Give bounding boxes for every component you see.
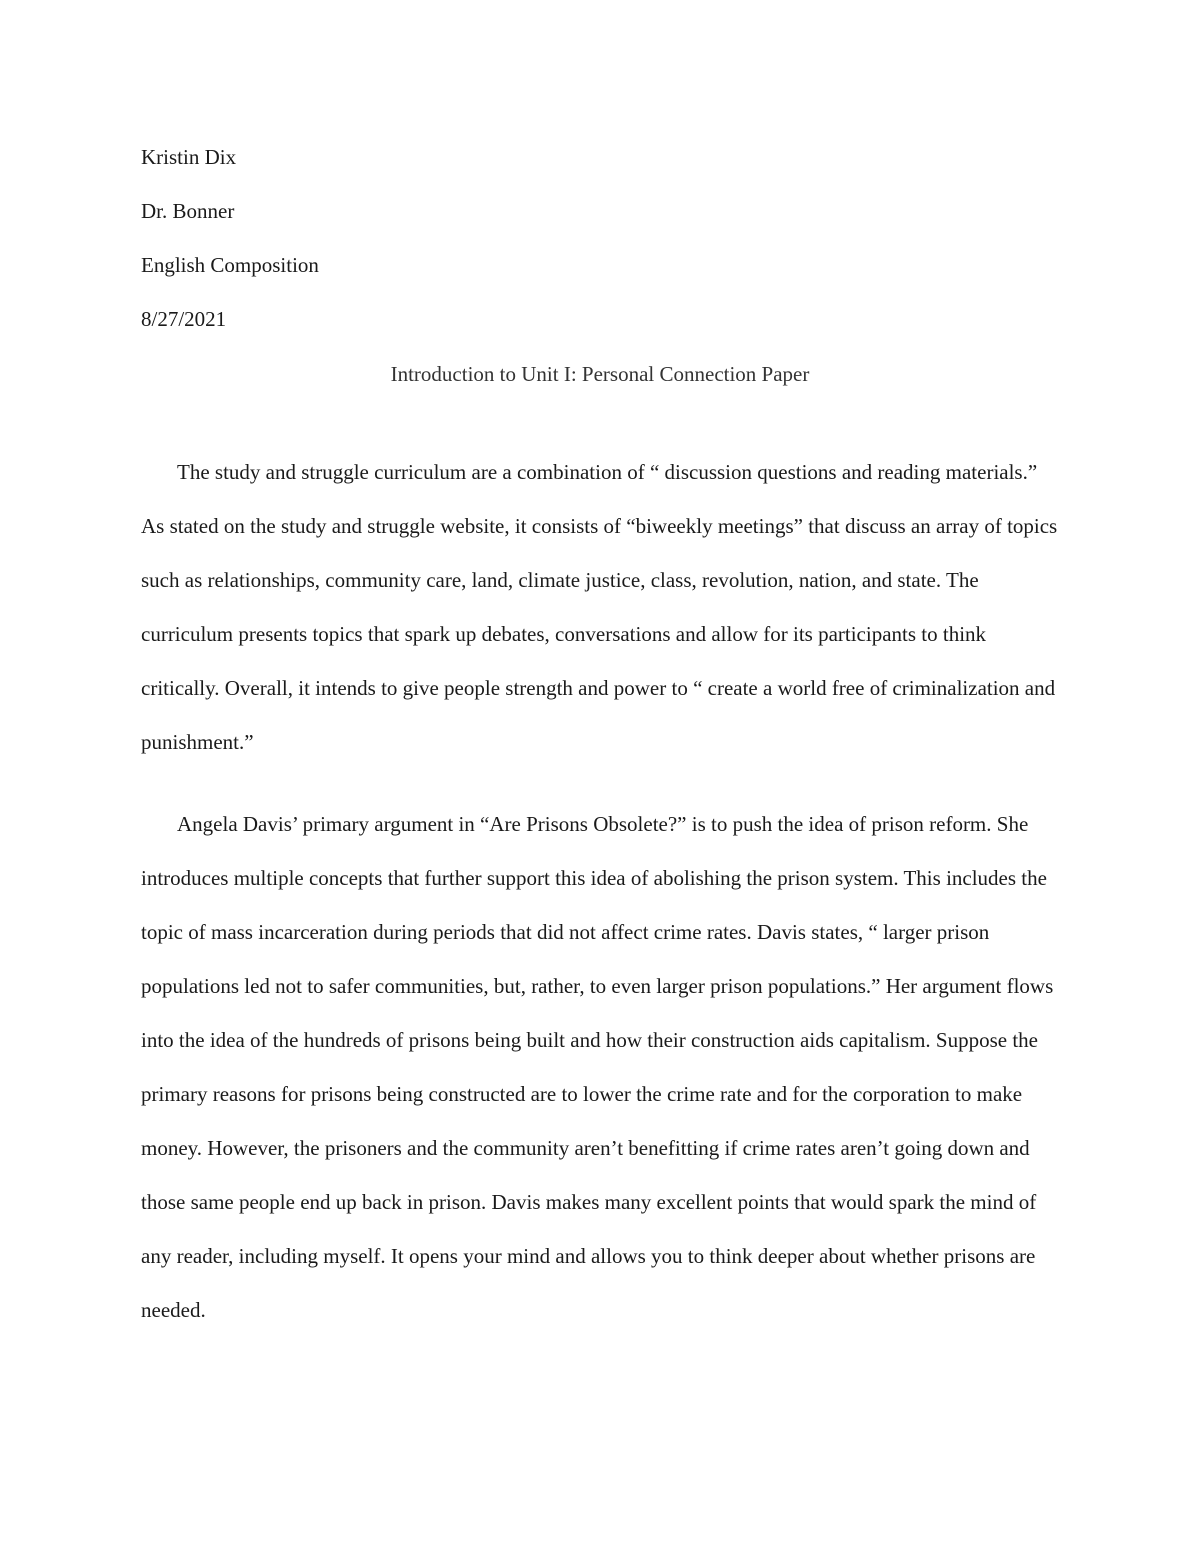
course-name: English Composition xyxy=(141,253,319,277)
paragraph-text: The study and struggle curriculum are a combination of “ discussion questions and reading materials.” As stated on the study and struggle website, it consists of “biweekly meetings” that discuss an array of topics such as relationships, community care, land, climate justice, class, revolution, nation, and state. The curriculum presents topics that spark up debates, conversations and allow for its participants to think critically. Overall, it intends to give people strength and power to “ create a world free of criminalization and punishment.” xyxy=(141,460,1058,754)
body-paragraph-1 xyxy=(141,445,1059,769)
paper-title: Introduction to Unit I: Personal Connection Paper xyxy=(390,362,810,386)
paper-date: 8/27/2021 xyxy=(141,307,227,331)
instructor-name: Dr. Bonner xyxy=(141,199,235,223)
paragraph-text: Angela Davis’ primary argument in “Are Prisons Obsolete?” is to push the idea of prison reform. She introduces multiple concepts that further support this idea of abolishing the prison system. This includes the topic of mass incarceration during periods that did not affect crime rates. Davis states, “ larger prison populations led not to safer communities, but, rather, to even larger prison populations.” Her argument flows into the idea of the hundreds of prisons being built and how their construction aids capitalism. Suppose the primary reasons for prisons being constructed are to lower the crime rate and for the corporation to make money. However, the prisoners and the community aren’t benefitting if crime rates aren’t going down and those same people end up back in prison. Davis makes many excellent points that would spark the mind of any reader, including myself. It opens your mind and allows you to think deeper about whether prisons are needed. xyxy=(141,812,1054,1322)
mla-heading xyxy=(141,141,1041,357)
body-paragraph-2 xyxy=(141,797,1059,1337)
student-name: Kristin Dix xyxy=(141,145,237,169)
